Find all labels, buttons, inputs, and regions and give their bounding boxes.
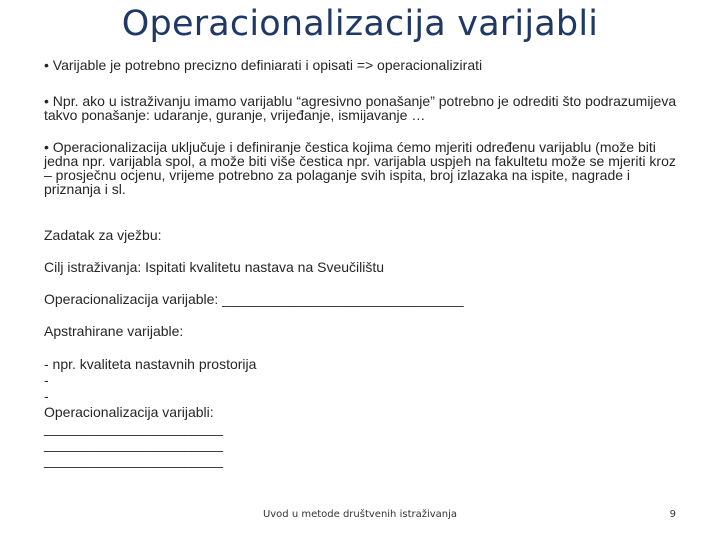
list-item: - xyxy=(44,388,49,404)
operationalization-prompt: Operacionalizacija varijable: _______________________________ xyxy=(44,291,464,307)
abstract-variables-label: Apstrahirane varijable: xyxy=(44,323,184,339)
page-number: 9 xyxy=(669,509,676,520)
research-goal: Cilj istraživanja: Ispitati kvalitetu nastava na Sveučilištu xyxy=(44,259,385,275)
blank-line: _______________________ xyxy=(44,420,224,436)
bullet-example: • Npr. ako u istraživanju imamo varijablu “agresivno ponašanje” potrebno je odrediti što podrazumijeva takvo ponašanje: udaranje, guranje, vrijeđanje, ismijavanje … xyxy=(44,93,677,123)
footer-course-title: Uvod u metode društvenih istraživanja xyxy=(262,509,458,520)
bullet-definition: • Varijable je potrebno precizno definiarati i opisati => operacionalizirati xyxy=(44,57,483,73)
slide-title: Operacionalizacija varijabli xyxy=(121,4,599,44)
blank-line: _______________________ xyxy=(44,452,224,468)
bullet-operationalization: • Operacionalizacija uključuje i definiranje čestica kojima ćemo mjeriti određenu varijablu (može biti jedna npr. varijabla spol, a može biti više čestica npr. varijabla uspjeh na fakultetu može se mjeriti kroz – prosječnu ocjenu, vrijeme potrebno za polaganje svih ispita, broj izlazaka na ispite, nagrade i priznanja i sl. xyxy=(44,139,676,197)
slide-content xyxy=(44,58,684,468)
operationalization-label: Operacionalizacija varijabli: xyxy=(44,404,214,420)
list-item: - xyxy=(44,372,49,388)
abstract-variables-list xyxy=(44,356,684,468)
task-label: Zadatak za vježbu: xyxy=(44,227,162,243)
list-item: - npr. kvaliteta nastavnih prostorija xyxy=(44,356,257,372)
blank-line: _______________________ xyxy=(44,436,224,452)
